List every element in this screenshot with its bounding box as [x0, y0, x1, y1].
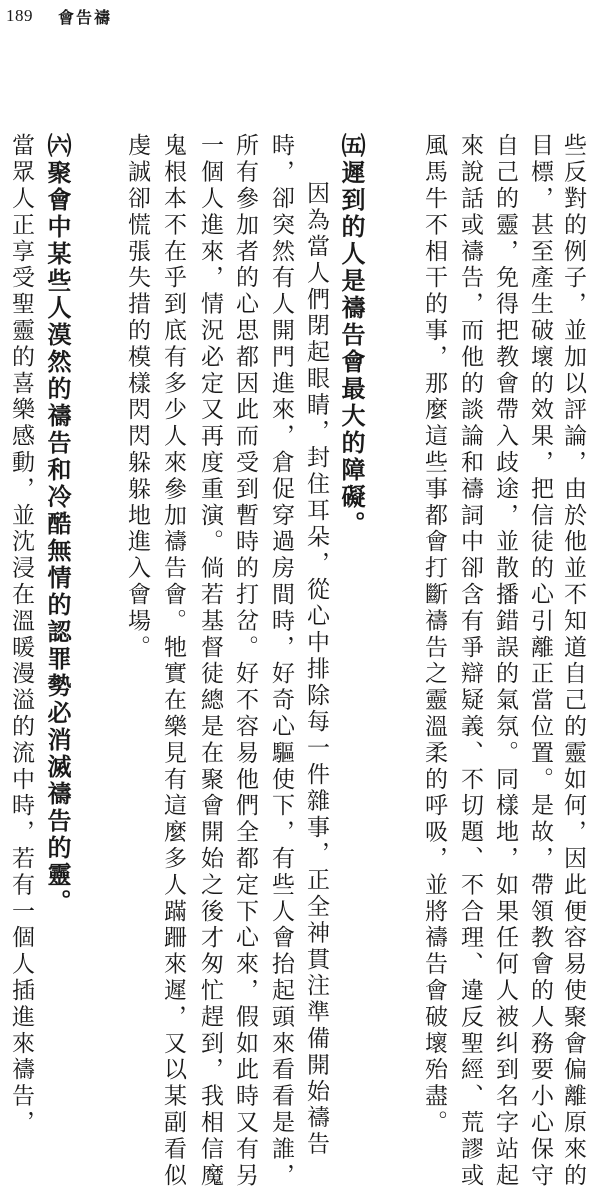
text-column: 所有參加者的心思都因此而受到暫時的打岔。好不容易他們全都定下心來，假如此時又有另: [232, 133, 258, 1189]
page-number: 189: [6, 6, 33, 25]
text-column: 當眾人正享受聖靈的喜樂感動，並沈浸在溫暖漫溢的流中時，若有一個人插進來禱告，: [8, 133, 34, 1137]
text-column: 目標，甚至產生破壞的效果，把信徒的心引離正當位置。是故，帶領教會的人務要小心保守: [527, 133, 553, 1189]
text-column: 虔誠卻慌張失措的模樣閃閃躲躲地進入會場。: [124, 133, 150, 661]
text-column: 因為當人們閉起眼睛，封住耳朵，從心中排除每一件雜事，正全神貫注準備開始禱告: [303, 181, 329, 1158]
section-heading: ㈥聚會中某些人漠然的禱告和冷酷無情的認罪勢必消滅禱告的靈。: [43, 133, 72, 916]
text-column: 風馬牛不相干的事，那麼這些事都會打斷禱告之靈溫柔的呼吸，並將禱告會破壞殆盡。: [421, 133, 447, 1137]
text-column: 來說話或禱告，而他的談論和禱詞中卻含有爭辯疑義、不切題、不合理、違反聖經、荒謬或: [457, 133, 483, 1189]
text-column: 自己的靈，免得把教會帶入歧途，並散播錯誤的氣氛。同樣地，如果任何人被纠到名字站起: [492, 133, 518, 1189]
text-column: 一個人進來，情況必定又再度重演。倘若基督徒總是在聚會開始之後才匆忙趕到，我相信魔: [197, 133, 223, 1189]
text-column: 些反對的例子，並加以評論，由於他並不知道自己的靈如何，因此便容易使聚會偏離原來的: [560, 133, 586, 1189]
text-column: 時，卻突然有人開門進來，倉促穿過房間時，好奇心驅使下，有些人會抬起頭來看看是誰，: [268, 133, 294, 1189]
running-title: 會告禱: [58, 8, 113, 27]
section-heading: ㈤遲到的人是禱告會最大的障礙。: [337, 133, 366, 538]
text-column: 鬼根本不在乎到底有多少人來參加禱告會。牠實在樂見有這麼多人蹣跚來遲，又以某副看似: [160, 133, 186, 1189]
